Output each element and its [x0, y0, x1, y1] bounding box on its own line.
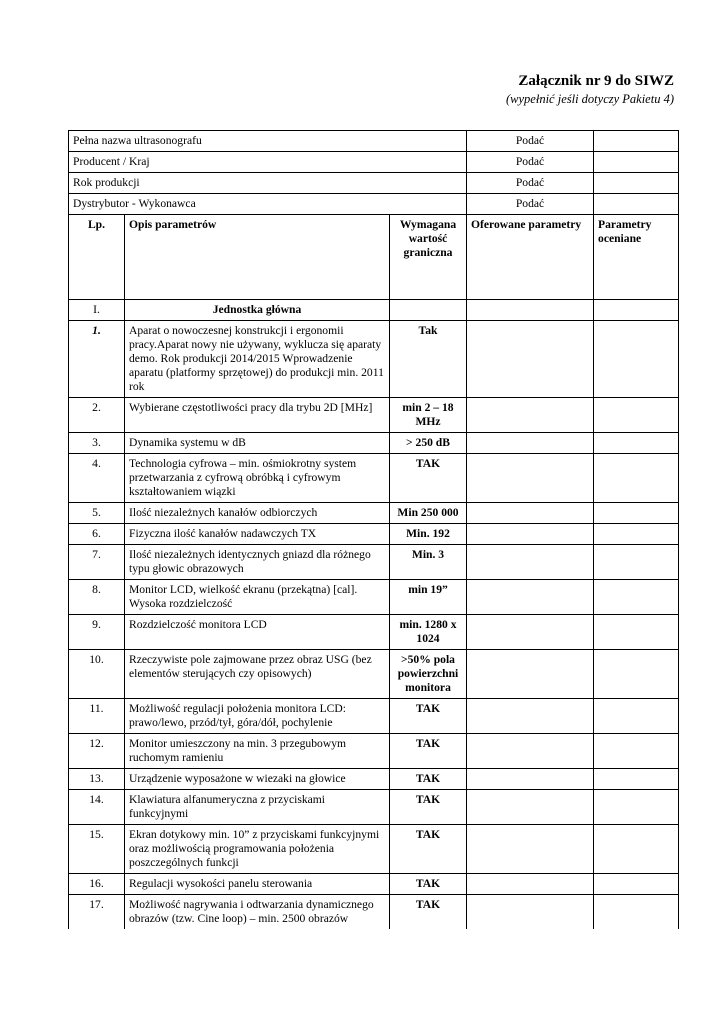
row-number: 9. — [69, 615, 125, 650]
row-evaluated-input-cell[interactable] — [594, 895, 679, 930]
row-offered-input-cell[interactable] — [467, 790, 594, 825]
column-header-opis: Opis parametrów — [125, 215, 390, 300]
row-required-value: TAK — [390, 699, 467, 734]
row-evaluated-input-cell[interactable] — [594, 650, 679, 699]
column-header-oferowane: Oferowane parametry — [467, 215, 594, 300]
row-offered-input-cell[interactable] — [467, 734, 594, 769]
row-number: 14. — [69, 790, 125, 825]
row-description: Fizyczna ilość kanałów nadawczych TX — [125, 524, 390, 545]
row-description: Dynamika systemu w dB — [125, 433, 390, 454]
info-empty-cell[interactable] — [594, 194, 679, 215]
row-number: 13. — [69, 769, 125, 790]
row-description: Rzeczywiste pole zajmowane przez obraz USG (bez elementów sterujących czy opisowych) — [125, 650, 390, 699]
row-required-value: >50% pola powierzchni monitora — [390, 650, 467, 699]
row-offered-input-cell[interactable] — [467, 580, 594, 615]
table-row — [69, 650, 679, 699]
table-row — [69, 874, 679, 895]
section-title: Jednostka główna — [125, 300, 390, 321]
row-offered-input-cell[interactable] — [467, 615, 594, 650]
row-description: Rozdzielczość monitora LCD — [125, 615, 390, 650]
row-description: Aparat o nowoczesnej konstrukcji i ergonomii pracy.Aparat nowy nie używany, wyklucza się aparaty demo. Rok produkcji 2014/2015 Wprowadzenie aparatu (platformy sprzętowej) do produkcji min. 2011 rok — [125, 321, 390, 398]
table-row — [69, 321, 679, 398]
table-row — [69, 734, 679, 769]
table-row — [69, 398, 679, 433]
row-offered-input-cell[interactable] — [467, 524, 594, 545]
info-label: Dystrybutor - Wykonawca — [69, 194, 467, 215]
row-required-value: TAK — [390, 825, 467, 874]
table-row — [69, 895, 679, 930]
info-value: Podać — [467, 131, 594, 152]
row-description: Ilość niezależnych kanałów odbiorczych — [125, 503, 390, 524]
row-description: Technologia cyfrowa – min. ośmiokrotny system przetwarzania z cyfrową obróbką i cyfrowym kształtowaniem wiązki — [125, 454, 390, 503]
row-evaluated-input-cell[interactable] — [594, 790, 679, 825]
info-empty-cell[interactable] — [594, 131, 679, 152]
info-label: Producent / Kraj — [69, 152, 467, 173]
table-row — [69, 433, 679, 454]
row-evaluated-input-cell[interactable] — [594, 874, 679, 895]
document-heading — [506, 72, 674, 107]
info-value: Podać — [467, 194, 594, 215]
row-required-value: > 250 dB — [390, 433, 467, 454]
row-offered-input-cell[interactable] — [467, 398, 594, 433]
info-value: Podać — [467, 173, 594, 194]
row-offered-input-cell[interactable] — [467, 321, 594, 398]
row-offered-input-cell[interactable] — [467, 825, 594, 874]
attachment-subtitle: (wypełnić jeśli dotyczy Pakietu 4) — [506, 92, 674, 106]
info-empty-cell[interactable] — [594, 173, 679, 194]
row-required-value: TAK — [390, 769, 467, 790]
row-required-value: TAK — [390, 790, 467, 825]
empty-cell — [594, 300, 679, 321]
row-evaluated-input-cell[interactable] — [594, 615, 679, 650]
row-evaluated-input-cell[interactable] — [594, 433, 679, 454]
table-row — [69, 769, 679, 790]
row-offered-input-cell[interactable] — [467, 545, 594, 580]
row-number: 10. — [69, 650, 125, 699]
table-row — [69, 524, 679, 545]
row-offered-input-cell[interactable] — [467, 650, 594, 699]
row-number: 2. — [69, 398, 125, 433]
table-row — [69, 615, 679, 650]
row-number: 17. — [69, 895, 125, 930]
row-description: Ilość niezależnych identycznych gniazd dla różnego typu głowic obrazowych — [125, 545, 390, 580]
row-evaluated-input-cell[interactable] — [594, 825, 679, 874]
row-description: Regulacji wysokości panelu sterowania — [125, 874, 390, 895]
info-row — [69, 173, 679, 194]
info-row — [69, 131, 679, 152]
row-evaluated-input-cell[interactable] — [594, 524, 679, 545]
row-evaluated-input-cell[interactable] — [594, 699, 679, 734]
info-row — [69, 152, 679, 173]
parameters-table — [68, 130, 679, 929]
info-empty-cell[interactable] — [594, 152, 679, 173]
row-required-value: Min. 192 — [390, 524, 467, 545]
row-description: Możliwość regulacji położenia monitora LCD: prawo/lewo, przód/tył, góra/dół, pochylenie — [125, 699, 390, 734]
row-evaluated-input-cell[interactable] — [594, 734, 679, 769]
empty-cell — [467, 300, 594, 321]
empty-cell — [390, 300, 467, 321]
row-evaluated-input-cell[interactable] — [594, 321, 679, 398]
row-description: Urządzenie wyposażone w wiezaki na głowice — [125, 769, 390, 790]
row-number: 8. — [69, 580, 125, 615]
row-required-value: TAK — [390, 454, 467, 503]
row-number: 15. — [69, 825, 125, 874]
info-label: Pełna nazwa ultrasonografu — [69, 131, 467, 152]
column-header-lp: Lp. — [69, 215, 125, 300]
row-number: 3. — [69, 433, 125, 454]
row-required-value: TAK — [390, 895, 467, 930]
column-header-wymagana: Wymagana wartość graniczna — [390, 215, 467, 300]
column-header-oceniane: Parametry oceniane — [594, 215, 679, 300]
table-row — [69, 790, 679, 825]
column-header-row — [69, 215, 679, 300]
section-row — [69, 300, 679, 321]
row-evaluated-input-cell[interactable] — [594, 769, 679, 790]
row-description: Możliwość nagrywania i odtwarzania dynamicznego obrazów (tzw. Cine loop) – min. 2500 obrazów — [125, 895, 390, 930]
row-evaluated-input-cell[interactable] — [594, 503, 679, 524]
row-required-value: min. 1280 x 1024 — [390, 615, 467, 650]
table-row — [69, 503, 679, 524]
row-offered-input-cell[interactable] — [467, 699, 594, 734]
table-row — [69, 454, 679, 503]
row-offered-input-cell[interactable] — [467, 769, 594, 790]
row-offered-input-cell[interactable] — [467, 433, 594, 454]
row-number: 4. — [69, 454, 125, 503]
table-row — [69, 580, 679, 615]
row-required-value: TAK — [390, 734, 467, 769]
row-description: Monitor LCD, wielkość ekranu (przekątna) [cal]. Wysoka rozdzielczość — [125, 580, 390, 615]
info-value: Podać — [467, 152, 594, 173]
info-row — [69, 194, 679, 215]
row-required-value: min 19” — [390, 580, 467, 615]
row-number: 5. — [69, 503, 125, 524]
row-evaluated-input-cell[interactable] — [594, 580, 679, 615]
row-required-value: min 2 – 18 MHz — [390, 398, 467, 433]
row-description: Wybierane częstotliwości pracy dla trybu 2D [MHz] — [125, 398, 390, 433]
row-evaluated-input-cell[interactable] — [594, 545, 679, 580]
row-evaluated-input-cell[interactable] — [594, 454, 679, 503]
row-offered-input-cell[interactable] — [467, 874, 594, 895]
table-row — [69, 699, 679, 734]
row-number: 6. — [69, 524, 125, 545]
table-row — [69, 825, 679, 874]
row-offered-input-cell[interactable] — [467, 454, 594, 503]
table-row — [69, 545, 679, 580]
row-number: 7. — [69, 545, 125, 580]
attachment-title: Załącznik nr 9 do SIWZ — [518, 73, 674, 89]
row-description: Klawiatura alfanumeryczna z przyciskami funkcyjnymi — [125, 790, 390, 825]
row-number: 11. — [69, 699, 125, 734]
row-required-value: Tak — [390, 321, 467, 398]
row-required-value: TAK — [390, 874, 467, 895]
row-offered-input-cell[interactable] — [467, 895, 594, 930]
row-offered-input-cell[interactable] — [467, 503, 594, 524]
row-number: 1. — [69, 321, 125, 398]
row-number: 16. — [69, 874, 125, 895]
row-required-value: Min 250 000 — [390, 503, 467, 524]
row-description: Ekran dotykowy min. 10” z przyciskami funkcyjnymi oraz możliwością programowania położenia poszczególnych funkcji — [125, 825, 390, 874]
section-number: I. — [69, 300, 125, 321]
row-description: Monitor umieszczony na min. 3 przegubowym ruchomym ramieniu — [125, 734, 390, 769]
info-label: Rok produkcji — [69, 173, 467, 194]
row-number: 12. — [69, 734, 125, 769]
row-evaluated-input-cell[interactable] — [594, 398, 679, 433]
row-required-value: Min. 3 — [390, 545, 467, 580]
